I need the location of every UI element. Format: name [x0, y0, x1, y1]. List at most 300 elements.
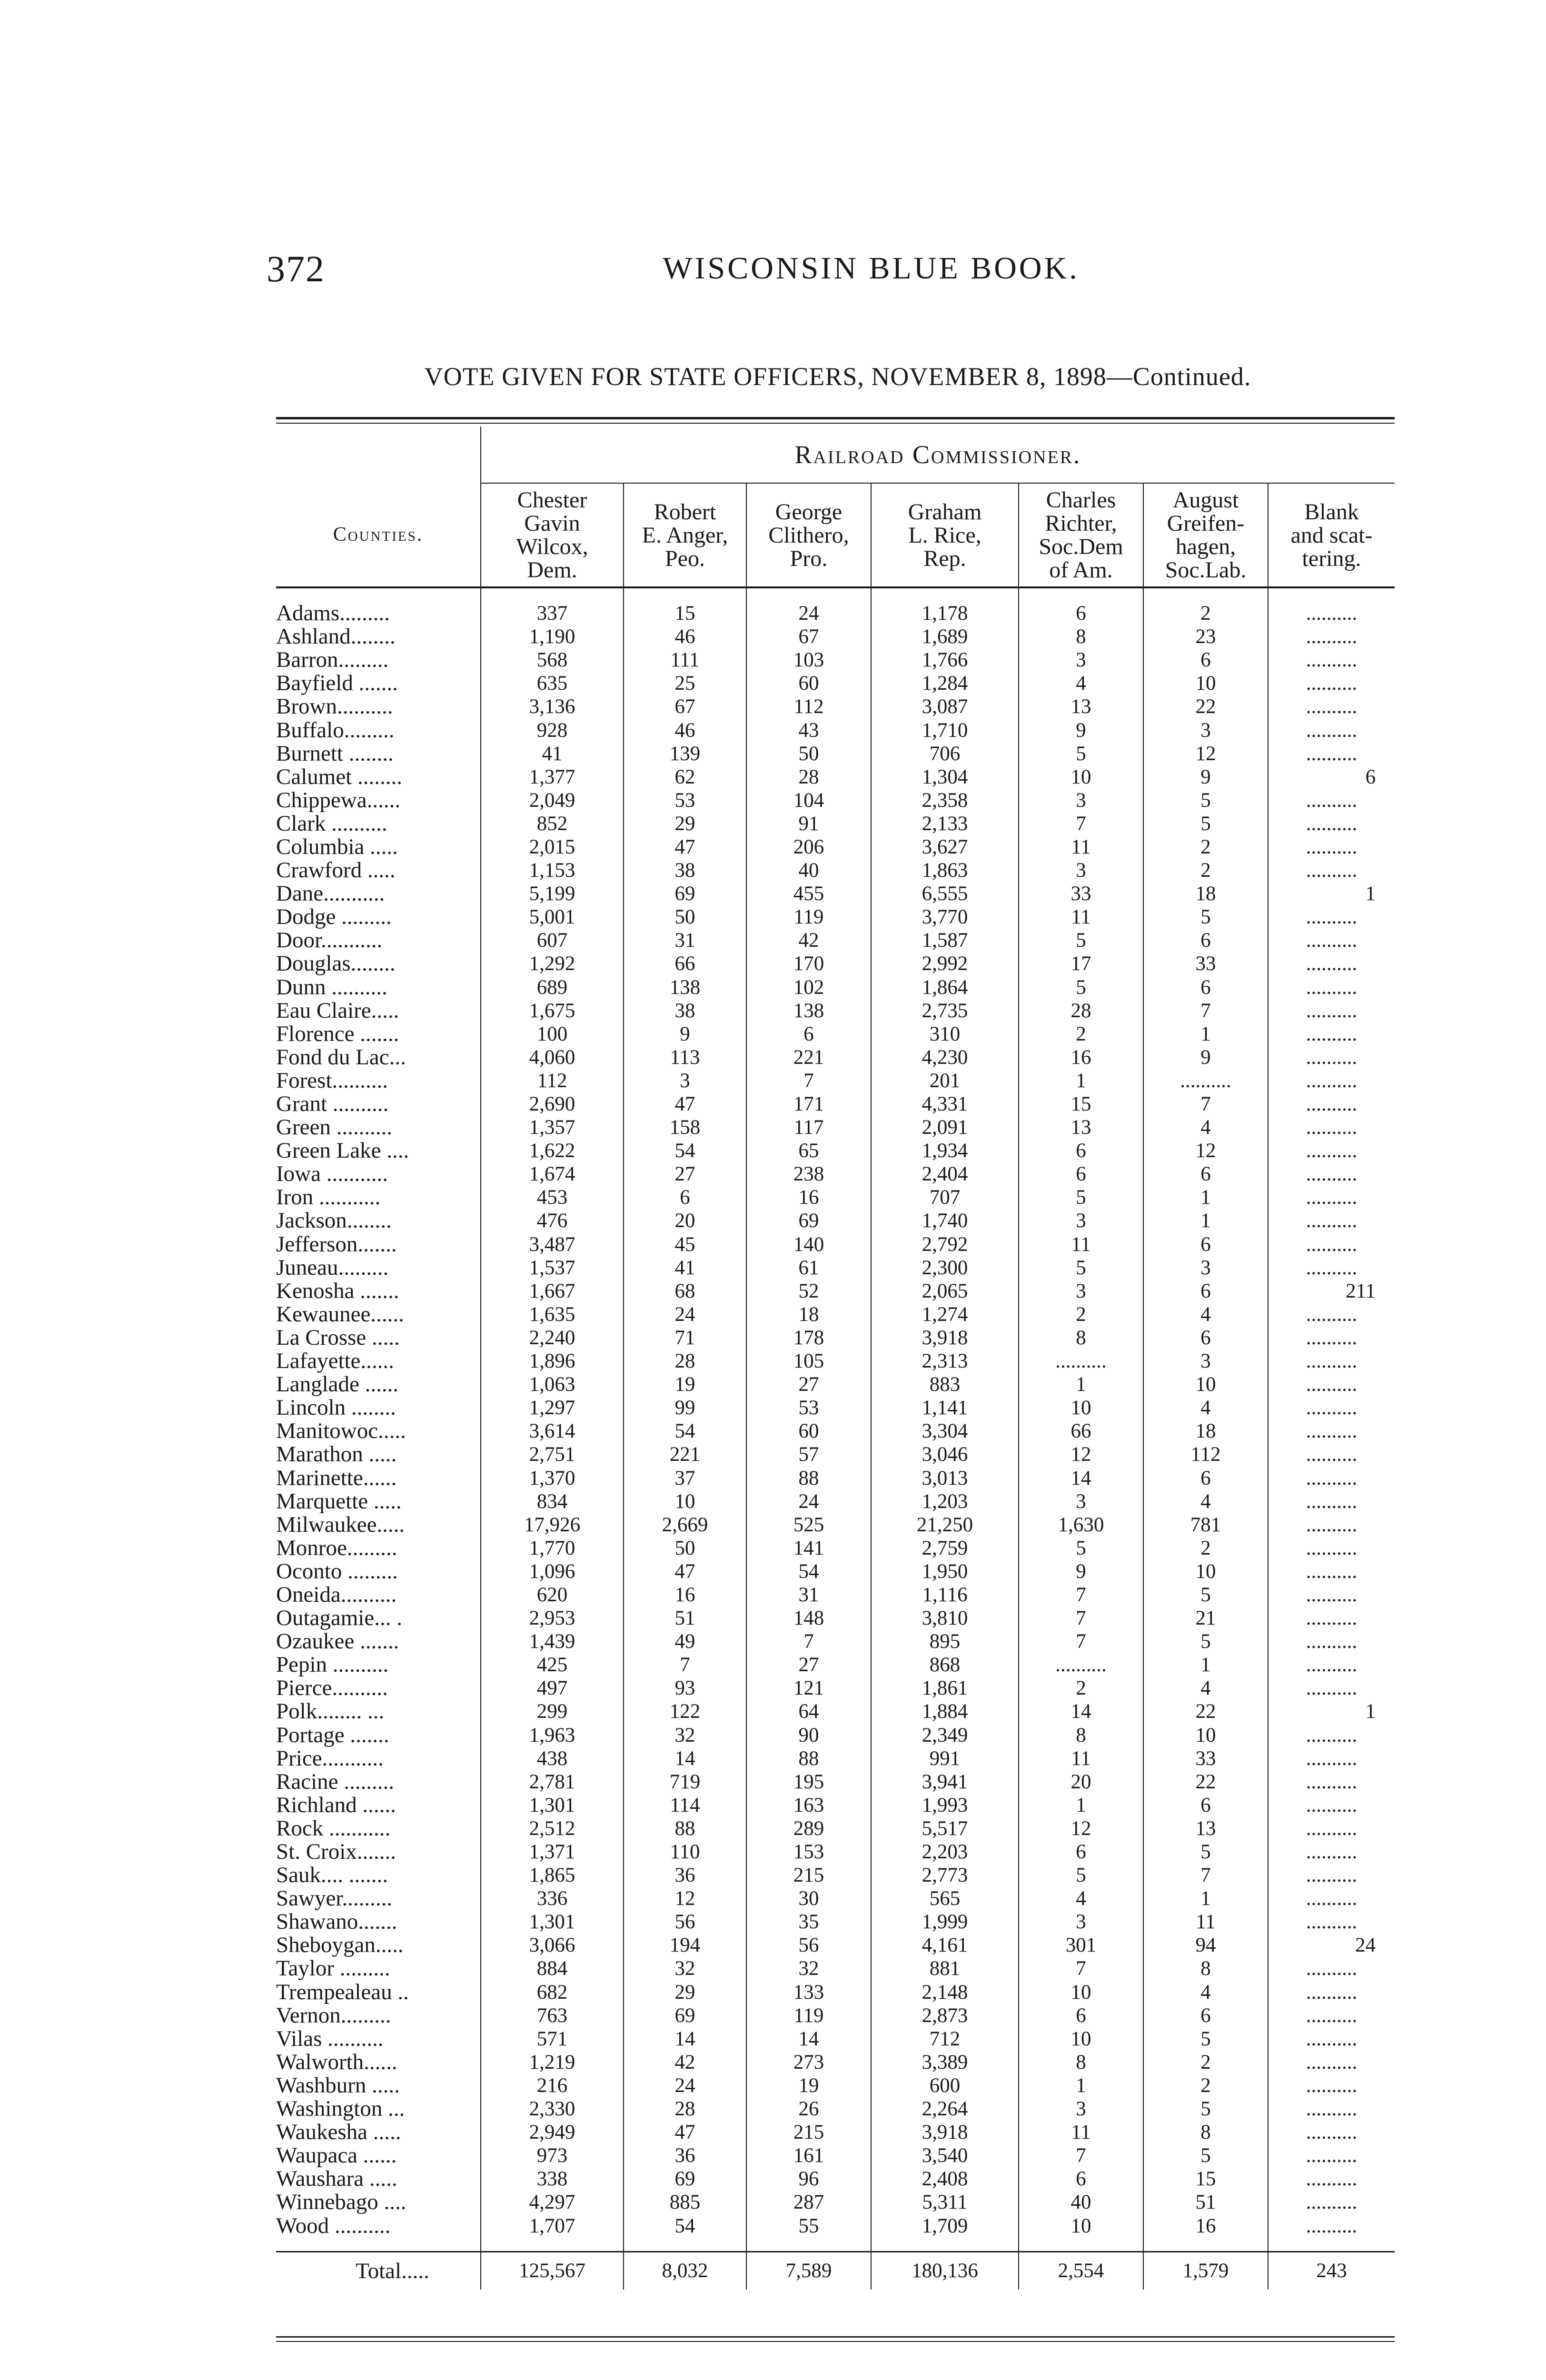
- vote-cell: 26: [746, 2097, 871, 2121]
- vote-cell: ..........: [1268, 1770, 1395, 1794]
- vote-cell: 689: [481, 976, 624, 999]
- county-name-cell: Dane...........: [276, 882, 385, 906]
- vote-cell: 10: [1143, 672, 1268, 695]
- vote-cell: ..........: [1268, 1840, 1395, 1864]
- column-header-line: Chester: [517, 487, 587, 513]
- vote-cell: 4,297: [481, 2191, 624, 2214]
- vote-cell: 5: [1143, 1840, 1268, 1864]
- vote-cell: 3: [1019, 1279, 1143, 1303]
- vote-cell: 7: [746, 1630, 871, 1653]
- vote-cell: ..........: [1268, 1724, 1395, 1747]
- vote-cell: 1,863: [871, 859, 1019, 882]
- table-row: [276, 1162, 1395, 1186]
- vote-cell: ..........: [1268, 1022, 1395, 1046]
- vote-cell: 3,810: [871, 1606, 1019, 1630]
- vote-cell: ..........: [1268, 1583, 1395, 1606]
- vote-cell: 88: [746, 1466, 871, 1489]
- column-header-line: Blank: [1304, 499, 1359, 525]
- vote-cell: 1,178: [871, 602, 1019, 625]
- vote-cell: 1,667: [481, 1279, 624, 1303]
- table-row: [276, 2214, 1395, 2237]
- county-name-cell: Washburn .....: [276, 2073, 400, 2097]
- vote-cell: ..........: [1268, 929, 1395, 952]
- vote-cell: 1,934: [871, 1139, 1019, 1162]
- vote-cell: ..........: [1268, 1209, 1395, 1232]
- vote-cell: 90: [746, 1724, 871, 1747]
- county-name-cell: Walworth......: [276, 2050, 397, 2074]
- vote-cell: 3,087: [871, 695, 1019, 718]
- county-name-cell: Winnebago ....: [276, 2191, 406, 2214]
- vote-cell: ..........: [1268, 1233, 1395, 1256]
- vote-cell: 178: [746, 1326, 871, 1349]
- table-row: [276, 859, 1395, 882]
- vote-cell: 1,999: [871, 1910, 1019, 1934]
- vote-cell: ..........: [1268, 1162, 1395, 1186]
- vote-cell: 1,370: [481, 1466, 624, 1489]
- vote-cell: 3,304: [871, 1419, 1019, 1443]
- table-row: [276, 1466, 1395, 1489]
- vote-cell: 1,537: [481, 1256, 624, 1279]
- county-name-cell: Iron ...........: [276, 1186, 381, 1210]
- table-row: [276, 2167, 1395, 2191]
- county-name-cell: Calumet ........: [276, 765, 402, 789]
- vote-cell: 6: [1019, 1139, 1143, 1162]
- vote-cell: 67: [746, 625, 871, 648]
- county-name-cell: Ashland........: [276, 625, 396, 649]
- vote-cell: 20: [1019, 1770, 1143, 1794]
- county-name-cell: Bayfield .......: [276, 672, 398, 695]
- vote-cell: 38: [624, 859, 746, 882]
- county-name-cell: Clark ..........: [276, 812, 387, 835]
- vote-cell: 2: [1143, 2074, 1268, 2097]
- table-row: [276, 1957, 1395, 1980]
- vote-cell: 8: [1019, 2051, 1143, 2074]
- column-header-line: Clithero,: [768, 522, 849, 548]
- vote-cell: 7: [1143, 1092, 1268, 1116]
- vote-cell: 27: [746, 1653, 871, 1676]
- vote-cell: 1: [1143, 1653, 1268, 1676]
- vote-cell: 18: [1143, 882, 1268, 905]
- vote-cell: 8: [1019, 1326, 1143, 1349]
- vote-cell: 69: [624, 2167, 746, 2191]
- vote-cell: 14: [624, 1747, 746, 1770]
- vote-cell: 13: [1019, 695, 1143, 718]
- vote-cell: 12: [1019, 1443, 1143, 1466]
- vote-cell: 10: [1019, 1981, 1143, 2004]
- vote-cell: ..........: [1268, 1349, 1395, 1373]
- vote-cell: 46: [624, 718, 746, 742]
- vote-cell: 3,046: [871, 1443, 1019, 1466]
- column-header-line: E. Anger,: [642, 522, 728, 548]
- table-row: [276, 1630, 1395, 1653]
- vote-cell: 3: [1019, 1209, 1143, 1232]
- vote-cell: 28: [746, 765, 871, 789]
- vote-cell: 5: [1143, 789, 1268, 812]
- vote-cell: 138: [624, 976, 746, 999]
- vote-cell: ..........: [1268, 1466, 1395, 1489]
- vote-cell: 38: [624, 999, 746, 1022]
- vote-cell: 2: [1019, 1676, 1143, 1700]
- table-row: [276, 1724, 1395, 1747]
- county-name-cell: Trempealeau ..: [276, 1980, 409, 2004]
- vote-cell: 7: [1019, 812, 1143, 835]
- vote-cell: ..........: [1268, 1630, 1395, 1653]
- vote-cell: 928: [481, 718, 624, 742]
- vote-cell: 453: [481, 1186, 624, 1209]
- column-header-line: Graham: [908, 499, 982, 525]
- vote-cell: 14: [1019, 1466, 1143, 1489]
- table-row: [276, 882, 1395, 905]
- county-name-cell: Burnett ........: [276, 742, 394, 765]
- total-cell: 125,567: [481, 2251, 624, 2290]
- county-name-cell: Kewaunee......: [276, 1302, 404, 1326]
- vote-cell: 32: [746, 1957, 871, 1980]
- vote-cell: 2,773: [871, 1864, 1019, 1887]
- vote-cell: 2,330: [481, 2097, 624, 2121]
- vote-cell: 31: [624, 929, 746, 952]
- vote-cell: 138: [746, 999, 871, 1022]
- county-name-cell: Eau Claire.....: [276, 999, 399, 1022]
- vote-cell: 1,439: [481, 1630, 624, 1653]
- vote-cell: 1,301: [481, 1794, 624, 1817]
- bottom-rule: [276, 2336, 1395, 2338]
- vote-cell: 1,770: [481, 1537, 624, 1560]
- total-row: [276, 2251, 1395, 2290]
- vote-cell: 1,963: [481, 1724, 624, 1747]
- table-row: [276, 1303, 1395, 1326]
- county-name-cell: Rock ...........: [276, 1816, 391, 1840]
- vote-cell: 425: [481, 1653, 624, 1676]
- vote-cell: 13: [1019, 1116, 1143, 1139]
- vote-cell: 112: [746, 695, 871, 718]
- county-name-cell: Grant ..........: [276, 1092, 389, 1116]
- vote-cell: 1,377: [481, 765, 624, 789]
- vote-cell: 37: [624, 1466, 746, 1489]
- vote-cell: 15: [624, 602, 746, 625]
- column-header-line: Charles: [1046, 487, 1116, 513]
- top-rule: [276, 417, 1395, 419]
- vote-cell: 19: [624, 1373, 746, 1396]
- table-row: [276, 1887, 1395, 1910]
- county-name-cell: St. Croix.......: [276, 1840, 396, 1864]
- vote-cell: 24: [624, 2074, 746, 2097]
- vote-cell: 19: [746, 2074, 871, 2097]
- vote-cell: 195: [746, 1770, 871, 1794]
- vote-cell: 53: [746, 1396, 871, 1419]
- vote-cell: 10: [1019, 765, 1143, 789]
- vote-cell: 834: [481, 1490, 624, 1513]
- vote-cell: 50: [624, 1537, 746, 1560]
- vote-cell: ..........: [1268, 1443, 1395, 1466]
- county-name-cell: Monroe.........: [276, 1536, 397, 1560]
- vote-cell: 163: [746, 1794, 871, 1817]
- vote-cell: 5,311: [871, 2191, 1019, 2214]
- vote-cell: 22: [1143, 1700, 1268, 1723]
- vote-cell: 1: [1143, 1022, 1268, 1046]
- vote-cell: 66: [624, 952, 746, 975]
- vote-cell: 158: [624, 1116, 746, 1139]
- vote-cell: 525: [746, 1513, 871, 1537]
- vote-cell: ..........: [1268, 1186, 1395, 1209]
- vote-cell: 91: [746, 812, 871, 835]
- bottom-rule-thin: [276, 2341, 1395, 2342]
- vote-cell: 4: [1019, 1887, 1143, 1910]
- vote-cell: ..........: [1019, 1349, 1143, 1373]
- vote-cell: 16: [746, 1186, 871, 1209]
- table-row: [276, 1981, 1395, 2004]
- vote-cell: 1,190: [481, 625, 624, 648]
- county-name-cell: Forest..........: [276, 1069, 388, 1092]
- vote-cell: 635: [481, 672, 624, 695]
- vote-cell: 6: [1019, 1162, 1143, 1186]
- vote-cell: 4,161: [871, 1934, 1019, 1957]
- table-row: [276, 2121, 1395, 2144]
- vote-cell: 102: [746, 976, 871, 999]
- vote-cell: ..........: [1268, 625, 1395, 648]
- county-name-cell: Buffalo.........: [276, 718, 395, 742]
- table-row: [276, 1910, 1395, 1934]
- vote-cell: 133: [746, 1981, 871, 2004]
- vote-cell: ..........: [1268, 2167, 1395, 2191]
- vote-cell: 57: [746, 1443, 871, 1466]
- vote-cell: 885: [624, 2191, 746, 2214]
- table-row: [276, 1513, 1395, 1537]
- vote-cell: 111: [624, 648, 746, 672]
- table-row: [276, 952, 1395, 975]
- vote-cell: 5: [1019, 1864, 1143, 1887]
- vote-cell: 7: [1019, 1606, 1143, 1630]
- column-header-line: Counties.: [333, 524, 424, 545]
- vote-cell: ..........: [1268, 1092, 1395, 1116]
- column-header-line: Rep.: [923, 545, 966, 571]
- vote-cell: 6: [1019, 2167, 1143, 2191]
- vote-cell: 3: [1143, 1349, 1268, 1373]
- vote-cell: 1,622: [481, 1139, 624, 1162]
- vote-cell: 22: [1143, 695, 1268, 718]
- vote-cell: 706: [871, 742, 1019, 765]
- book-title: WISCONSIN BLUE BOOK.: [663, 251, 1080, 286]
- vote-cell: 13: [1143, 1817, 1268, 1840]
- vote-cell: 16: [1019, 1046, 1143, 1069]
- column-header-line: tering.: [1302, 545, 1361, 571]
- county-name-cell: Milwaukee.....: [276, 1513, 405, 1537]
- vote-cell: ..........: [1268, 999, 1395, 1022]
- county-name-cell: Manitowoc.....: [276, 1419, 406, 1443]
- vote-cell: ..........: [1268, 2004, 1395, 2027]
- county-name-cell: Chippewa......: [276, 788, 401, 812]
- vote-cell: 5,001: [481, 905, 624, 929]
- vote-cell: 2,669: [624, 1513, 746, 1537]
- vote-cell: 3: [1143, 718, 1268, 742]
- vote-cell: 30: [746, 1887, 871, 1910]
- table-row: [276, 2074, 1395, 2097]
- vote-cell: 18: [1143, 1419, 1268, 1443]
- vote-cell: 2,065: [871, 1279, 1019, 1303]
- vote-cell: 54: [624, 1419, 746, 1443]
- vote-cell: 1,861: [871, 1676, 1019, 1700]
- vote-cell: 33: [1143, 952, 1268, 975]
- vote-cell: 2,349: [871, 1724, 1019, 1747]
- table-row: [276, 2191, 1395, 2214]
- vote-cell: ..........: [1268, 976, 1395, 999]
- table-row: [276, 789, 1395, 812]
- vote-cell: 21,250: [871, 1513, 1019, 1537]
- table-row: [276, 1864, 1395, 1887]
- vote-cell: 852: [481, 812, 624, 835]
- vote-cell: 2: [1019, 1303, 1143, 1326]
- vote-cell: 10: [1019, 1396, 1143, 1419]
- vote-cell: ..........: [1268, 2027, 1395, 2051]
- vote-cell: 67: [624, 695, 746, 718]
- vote-cell: 139: [624, 742, 746, 765]
- vote-cell: ..........: [1268, 1747, 1395, 1770]
- vote-cell: 3: [1019, 1910, 1143, 1934]
- vote-cell: 60: [746, 672, 871, 695]
- vote-cell: 273: [746, 2051, 871, 2074]
- vote-cell: 53: [624, 789, 746, 812]
- table-row: [276, 999, 1395, 1022]
- vote-cell: 140: [746, 1233, 871, 1256]
- vote-cell: ..........: [1268, 1653, 1395, 1676]
- table-row: [276, 929, 1395, 952]
- vote-cell: 36: [624, 2144, 746, 2167]
- vote-cell: 171: [746, 1092, 871, 1116]
- vote-cell: 2,690: [481, 1092, 624, 1116]
- vote-cell: 476: [481, 1209, 624, 1232]
- county-name-cell: Door...........: [276, 929, 383, 952]
- vote-cell: 1,864: [871, 976, 1019, 999]
- table-title: VOTE GIVEN FOR STATE OFFICERS, NOVEMBER 8, 1898—Continued.: [424, 362, 1251, 391]
- vote-cell: 1: [1268, 1700, 1395, 1723]
- vote-cell: 2: [1143, 1537, 1268, 1560]
- vote-cell: 1,865: [481, 1864, 624, 1887]
- vote-cell: 5: [1143, 1630, 1268, 1653]
- vote-cell: 7: [1019, 1630, 1143, 1653]
- vote-cell: 12: [624, 1887, 746, 1910]
- vote-cell: 50: [746, 742, 871, 765]
- vote-cell: 35: [746, 1910, 871, 1934]
- vote-cell: 16: [1143, 2214, 1268, 2237]
- table-row: [276, 2004, 1395, 2027]
- vote-cell: 29: [624, 812, 746, 835]
- county-name-cell: Oconto .........: [276, 1559, 398, 1583]
- vote-cell: 3,918: [871, 2121, 1019, 2144]
- vote-cell: 719: [624, 1770, 746, 1794]
- column-header: [1019, 483, 1143, 587]
- table-row: [276, 2144, 1395, 2167]
- table-row: [276, 1069, 1395, 1092]
- vote-cell: 4,331: [871, 1092, 1019, 1116]
- vote-cell: 6: [624, 1186, 746, 1209]
- vote-cell: 3: [624, 1069, 746, 1092]
- vote-cell: 99: [624, 1396, 746, 1419]
- county-name-cell: Green ..........: [276, 1116, 393, 1140]
- vote-cell: 337: [481, 602, 624, 625]
- table-row: [276, 602, 1395, 625]
- vote-cell: 5: [1143, 2144, 1268, 2167]
- vote-cell: 682: [481, 1981, 624, 2004]
- county-name-cell: Iowa ...........: [276, 1162, 388, 1186]
- vote-cell: 1,219: [481, 2051, 624, 2074]
- vote-cell: ..........: [1268, 1606, 1395, 1630]
- vote-cell: 6: [1143, 1233, 1268, 1256]
- vote-cell: 51: [1143, 2191, 1268, 2214]
- vote-cell: ..........: [1268, 2121, 1395, 2144]
- table-row: [276, 1186, 1395, 1209]
- vote-cell: 2,091: [871, 1116, 1019, 1139]
- county-name-cell: Barron.........: [276, 648, 389, 672]
- county-name-cell: Polk........ ...: [276, 1700, 385, 1724]
- vote-cell: 1,301: [481, 1910, 624, 1934]
- vote-cell: 54: [624, 1139, 746, 1162]
- table-row: [276, 1139, 1395, 1162]
- table-row: [276, 1676, 1395, 1700]
- vote-cell: 6: [1143, 1162, 1268, 1186]
- vote-cell: ..........: [1268, 1139, 1395, 1162]
- vote-cell: 310: [871, 1022, 1019, 1046]
- vote-cell: 2,049: [481, 789, 624, 812]
- vote-cell: 51: [624, 1606, 746, 1630]
- vote-cell: 69: [746, 1209, 871, 1232]
- vote-cell: 884: [481, 1957, 624, 1980]
- vote-cell: 6: [1143, 1279, 1268, 1303]
- vote-cell: 215: [746, 2121, 871, 2144]
- vote-cell: 47: [624, 1560, 746, 1583]
- county-name-cell: Portage .......: [276, 1723, 389, 1747]
- table-row: [276, 672, 1395, 695]
- vote-cell: 11: [1019, 2121, 1143, 2144]
- vote-cell: 5: [1019, 1537, 1143, 1560]
- vote-cell: 33: [1019, 882, 1143, 905]
- vote-cell: 141: [746, 1537, 871, 1560]
- vote-cell: 5,517: [871, 1817, 1019, 1840]
- vote-cell: 895: [871, 1630, 1019, 1653]
- vote-cell: 12: [1143, 742, 1268, 765]
- vote-cell: 301: [1019, 1934, 1143, 1957]
- vote-cell: 2,240: [481, 1326, 624, 1349]
- vote-cell: 122: [624, 1700, 746, 1723]
- vote-cell: 10: [1143, 1724, 1268, 1747]
- vote-cell: 4,230: [871, 1046, 1019, 1069]
- vote-cell: 6: [1143, 1466, 1268, 1489]
- total-cell: 2,554: [1019, 2251, 1143, 2290]
- vote-cell: 1,707: [481, 2214, 624, 2237]
- vote-cell: 40: [1019, 2191, 1143, 2214]
- vote-cell: 338: [481, 2167, 624, 2191]
- county-name-cell: Langlade ......: [276, 1373, 399, 1397]
- vote-cell: ..........: [1268, 812, 1395, 835]
- vote-cell: 10: [624, 1490, 746, 1513]
- vote-cell: 3,066: [481, 1934, 624, 1957]
- vote-cell: 1,884: [871, 1700, 1019, 1723]
- vote-cell: ..........: [1268, 1373, 1395, 1396]
- vote-cell: 7: [1143, 999, 1268, 1022]
- vote-cell: 194: [624, 1934, 746, 1957]
- vote-cell: 2: [1143, 2051, 1268, 2074]
- vote-cell: ..........: [1268, 835, 1395, 859]
- vote-cell: 1,766: [871, 648, 1019, 672]
- column-header: [624, 483, 746, 587]
- vote-cell: 2,759: [871, 1537, 1019, 1560]
- vote-cell: 2,735: [871, 999, 1019, 1022]
- vote-cell: 16: [624, 1583, 746, 1606]
- vote-cell: 3,540: [871, 2144, 1019, 2167]
- vote-cell: 7: [746, 1069, 871, 1092]
- vote-cell: 600: [871, 2074, 1019, 2097]
- vote-cell: 2,781: [481, 1770, 624, 1794]
- vote-cell: 9: [624, 1022, 746, 1046]
- vote-cell: 17: [1019, 952, 1143, 975]
